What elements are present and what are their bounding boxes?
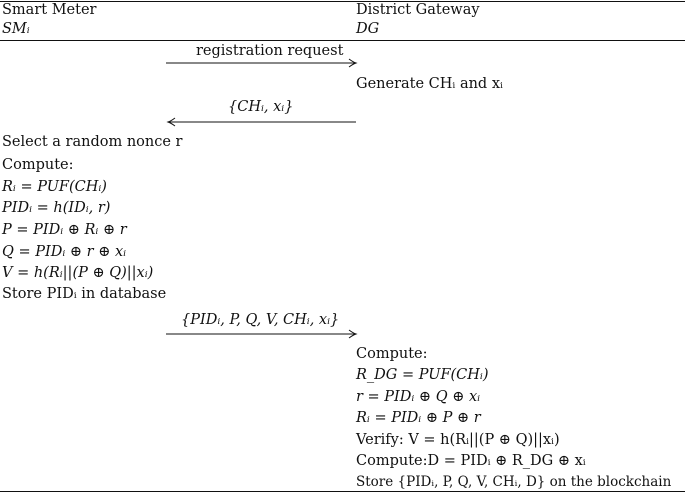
- dg-step-rdg: R_DG = PUF(CHᵢ): [356, 367, 489, 383]
- sm-step-p: P = PIDᵢ ⊕ Rᵢ ⊕ r: [2, 222, 127, 238]
- dg-step-ri: Rᵢ = PIDᵢ ⊕ P ⊕ r: [356, 410, 481, 426]
- dg-step-compute: Compute:: [356, 346, 428, 362]
- district-gateway-title: District Gateway: [356, 2, 480, 18]
- dg-step-compute-d: Compute:D = PIDᵢ ⊕ R_DG ⊕ xᵢ: [356, 453, 586, 469]
- dg-step-verify: Verify: V = h(Rᵢ||(P ⊕ Q)||xᵢ): [356, 432, 560, 448]
- arrow-left-2: [166, 117, 358, 127]
- dg-generate-step: Generate CHᵢ and xᵢ: [356, 76, 503, 92]
- district-gateway-symbol: DG: [356, 21, 380, 37]
- arrow-right-3: [166, 329, 358, 339]
- message-registration-data: {PIDᵢ, P, Q, V, CHᵢ, xᵢ}: [181, 312, 340, 328]
- dg-step-r: r = PIDᵢ ⊕ Q ⊕ xᵢ: [356, 389, 481, 405]
- smart-meter-title: Smart Meter: [2, 2, 97, 18]
- sm-step-q: Q = PIDᵢ ⊕ r ⊕ xᵢ: [2, 244, 127, 260]
- sm-step-nonce: Select a random nonce r: [2, 134, 183, 150]
- sm-step-pid: PIDᵢ = h(IDᵢ, r): [2, 200, 111, 216]
- sm-step-store: Store PIDᵢ in database: [2, 286, 167, 302]
- message-challenge: {CHᵢ, xᵢ}: [228, 99, 294, 115]
- smart-meter-symbol: SMᵢ: [2, 21, 30, 37]
- sm-step-v: V = h(Rᵢ||(P ⊕ Q)||xᵢ): [2, 265, 154, 281]
- dg-step-store-blockchain: Store {PIDᵢ, P, Q, V, CHᵢ, D} on the blockchain: [356, 474, 672, 490]
- arrow-right-1: [166, 58, 358, 68]
- header-rule: [0, 40, 685, 41]
- sm-step-compute: Compute:: [2, 157, 74, 173]
- message-registration-request: registration request: [196, 43, 344, 59]
- top-rule: [0, 1, 685, 2]
- sm-step-ri: Rᵢ = PUF(CHᵢ): [2, 179, 107, 195]
